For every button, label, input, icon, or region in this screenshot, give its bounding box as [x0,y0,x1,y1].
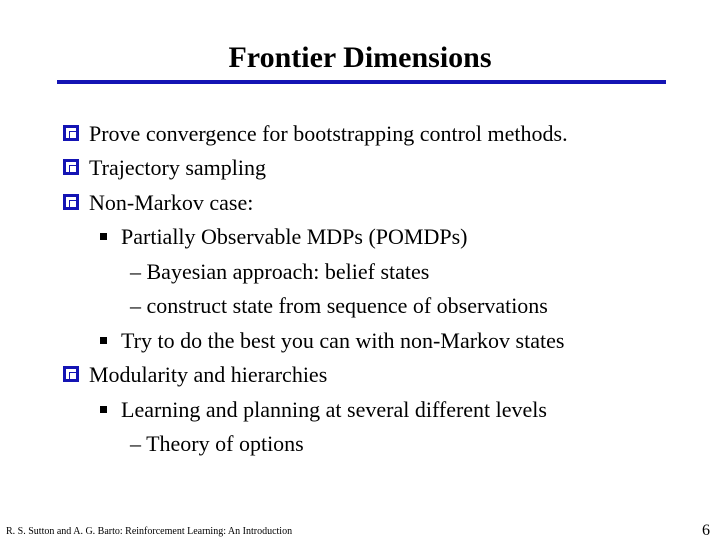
sub-item-learning-planning: Learning and planning at several different levels [121,397,547,422]
square-bullet-icon [100,233,107,240]
sub-item-best-effort: Try to do the best you can with non-Markov states [121,328,565,353]
checkbox-bullet-icon [63,366,79,382]
sub-sub-item-options: – Theory of options [130,431,304,456]
bullet-item-modularity: Modularity and hierarchies [89,362,328,387]
sub-item-pomdps: Partially Observable MDPs (POMDPs) [121,224,468,249]
bullet-item-convergence: Prove convergence for bootstrapping control methods. [89,121,568,146]
checkbox-bullet-icon [63,194,79,210]
square-bullet-icon [100,406,107,413]
checkbox-bullet-icon [63,125,79,141]
slide-title: Frontier Dimensions [228,41,492,74]
sub-sub-item-construct-state: – construct state from sequence of observations [130,293,548,318]
checkbox-bullet-icon [63,159,79,175]
title-divider [57,80,666,84]
footer-citation: R. S. Sutton and A. G. Barto: Reinforcement Learning: An Introduction [6,526,293,537]
square-bullet-icon [100,337,107,344]
sub-sub-item-bayesian: – Bayesian approach: belief states [130,259,430,284]
bullet-item-trajectory: Trajectory sampling [89,155,266,180]
page-number: 6 [702,522,710,539]
bullet-item-non-markov: Non-Markov case: [89,190,254,215]
